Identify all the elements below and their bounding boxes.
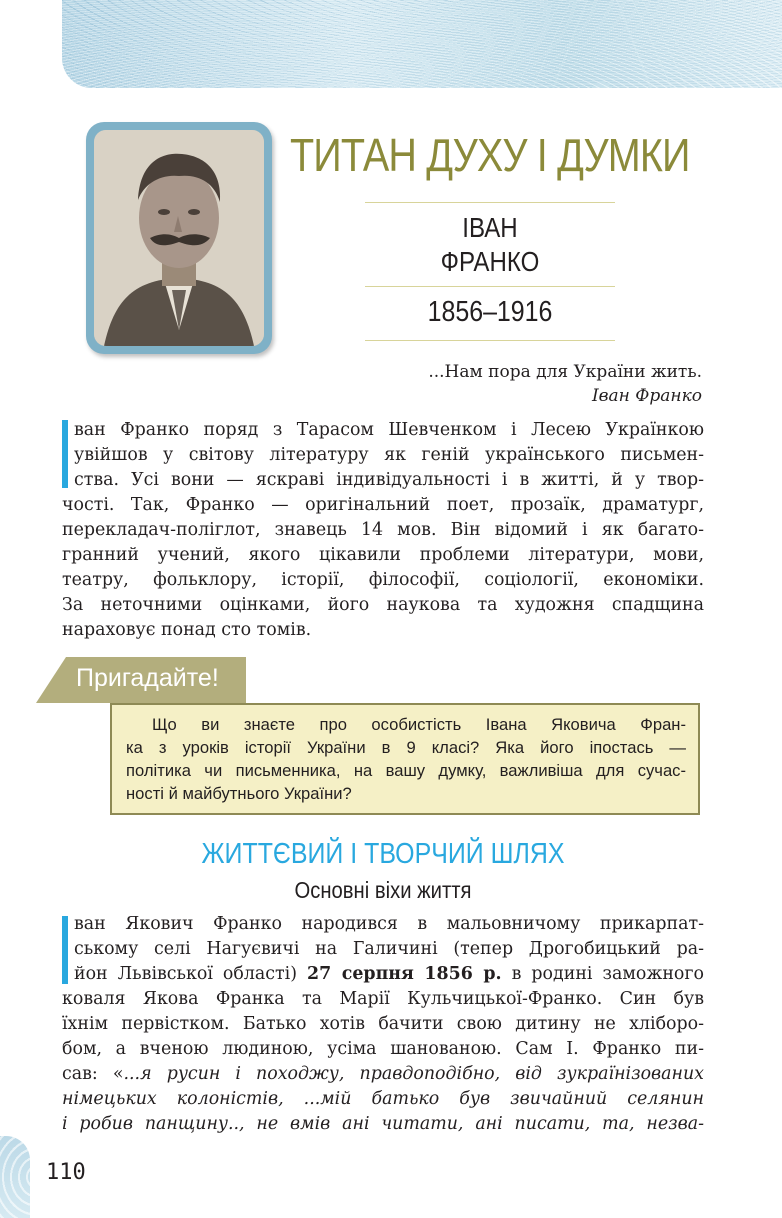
text-line: перекладач-поліглот, знавець 14 мов. Він відомий і як багато-	[62, 520, 704, 540]
author-years: 1856–1916	[427, 296, 553, 328]
section-title: ЖИТТЄВИЙ І ТВОРЧИЙ ШЛЯХ	[201, 838, 565, 870]
text-line: ван Франко поряд з Тарасом Шевченком і Лесею Українкою	[74, 420, 704, 440]
text-line: нараховує понад сто томів.	[62, 620, 312, 640]
text-line: ка з уроків історії України в 9 класі? Яка його іпостась —	[126, 738, 686, 757]
bio-paragraph	[62, 912, 704, 1137]
text-line	[62, 962, 704, 987]
text-line: ван Якович Франко народився в мальовничому прикарпат-	[74, 914, 704, 934]
text-line: гранний учений, якого цікавили проблеми літератури, мови,	[62, 545, 704, 565]
text-line: їхнім первістком. Батько хотів бачити свою дитину не хліборо-	[62, 1014, 704, 1034]
birth-date: 27 серпня 1856 р.	[307, 964, 502, 984]
decorative-wave-corner	[0, 1136, 30, 1218]
text-span: в родині заможного	[501, 964, 704, 984]
portrait-photo	[94, 130, 264, 346]
text-line: театру, фольклору, історії, філософії, соціології, економіки.	[62, 570, 704, 590]
intro-paragraph	[62, 418, 704, 643]
quote-span: німецьких колоністів, ...мій батько був звичайний селянин	[62, 1089, 704, 1109]
text-line: ському селі Нагуєвичі на Галичині (тепер Дрогобицький ра-	[74, 939, 704, 959]
page-title: ТИТАН ДУХУ І ДУМКИ	[290, 129, 690, 181]
years-divider	[365, 340, 615, 341]
epigraph-author: Іван Франко	[591, 386, 702, 406]
author-first-name: ІВАН	[462, 212, 518, 243]
text-line: політика чи письменника, на вашу думку, важливіша для сучас-	[126, 761, 686, 780]
quote-span: ...я русин і походжу, правдоподібно, від зукраїнізованих	[123, 1064, 704, 1084]
epigraph-quote: ...Нам пора для України жить.	[428, 362, 702, 382]
text-line	[62, 1062, 704, 1087]
portrait-image	[94, 130, 264, 346]
author-last-name: ФРАНКО	[440, 246, 540, 277]
text-line	[62, 1112, 704, 1137]
page-number: 110	[46, 1160, 86, 1185]
text-line: увійшов у світову літературу як геній українського письмен-	[74, 445, 704, 465]
quote-span: і робив панщину.., не вмів ані читати, ані писати, та, незва-	[62, 1114, 704, 1134]
name-divider	[365, 286, 615, 287]
text-line: бом, а вченою людиною, усіма шанованою. Сам І. Франко пи-	[62, 1039, 704, 1059]
decorative-wave-header	[62, 0, 782, 88]
text-span: сав: «	[62, 1064, 124, 1084]
text-line: ства. Усі вони — яскраві індивідуальності і в житті, й у твор-	[74, 470, 704, 490]
text-line: За неточними оцінками, його наукова та художня спадщина	[62, 595, 704, 615]
remember-label: Пригадайте!	[76, 664, 219, 692]
text-line: чості. Так, Франко — оригінальний поет, прозаїк, драматург,	[62, 495, 704, 515]
epigraph	[428, 360, 702, 408]
portrait-frame	[86, 122, 272, 354]
text-line: Що ви знаєте про особистість Івана Яковича Фран-	[152, 715, 686, 734]
text-line: коваля Якова Франка та Марії Кульчицької-Франко. Син був	[62, 989, 704, 1009]
text-span: йон Львівської області)	[74, 964, 308, 984]
title-divider	[365, 202, 615, 203]
text-line	[62, 1087, 704, 1112]
remember-box	[110, 703, 700, 815]
section-subtitle: Основні віхи життя	[294, 877, 472, 903]
text-line: ності й майбутнього України?	[126, 784, 352, 803]
